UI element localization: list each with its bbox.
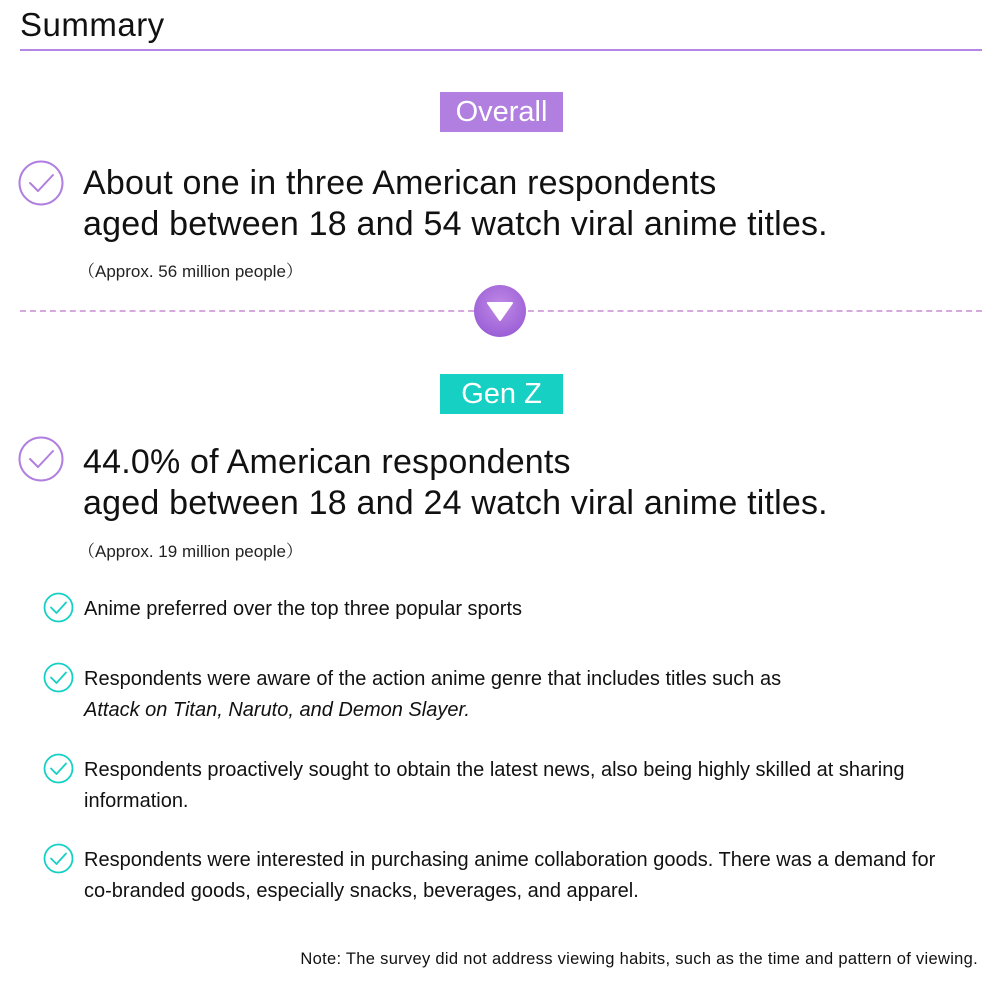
overall-badge: Overall — [440, 92, 563, 132]
overall-headline-line1: About one in three American respondents — [83, 164, 717, 202]
bullet-text: Respondents proactively sought to obtain the latest news, also being highly skilled at sharing information. — [84, 759, 905, 812]
genz-headline-line2: aged between 18 and 24 watch viral anime titles. — [83, 484, 828, 522]
footnote: Note: The survey did not address viewing habits, such as the time and pattern of viewing. — [300, 950, 978, 968]
genz-headline — [83, 442, 828, 524]
bullet-text-titles: Attack on Titan, Naruto, and Demon Slayer. — [84, 699, 470, 721]
list-item — [43, 594, 963, 625]
title-divider — [20, 49, 982, 51]
bullet-text-line1: Respondents were aware of the action anime genre that includes titles such as — [84, 668, 782, 690]
list-item — [43, 755, 963, 817]
list-item — [43, 664, 963, 726]
chevron-down-circle-icon — [473, 284, 527, 338]
bullet-text: Respondents were interested in purchasing anime collaboration goods. There was a demand for co-branded goods, especially snacks, beverages, and apparel. — [84, 849, 936, 902]
bullet-text — [84, 664, 963, 726]
genz-headline-line1: 44.0% of American respondents — [83, 443, 571, 481]
overall-headline — [83, 163, 828, 245]
genz-subtext: （Approx. 19 million people） — [78, 542, 303, 561]
overall-subtext: （Approx. 56 million people） — [78, 262, 303, 281]
genz-badge: Gen Z — [440, 374, 563, 414]
check-circle-icon — [43, 843, 74, 874]
bullet-text: Anime preferred over the top three popular sports — [84, 598, 523, 620]
check-circle-icon — [18, 160, 64, 206]
check-circle-icon — [18, 436, 64, 482]
page-title: Summary — [20, 6, 165, 43]
check-circle-icon — [43, 662, 74, 693]
check-circle-icon — [43, 753, 74, 784]
check-circle-icon — [43, 592, 74, 623]
list-item — [43, 845, 963, 907]
overall-headline-line2: aged between 18 and 54 watch viral anime titles. — [83, 205, 828, 243]
